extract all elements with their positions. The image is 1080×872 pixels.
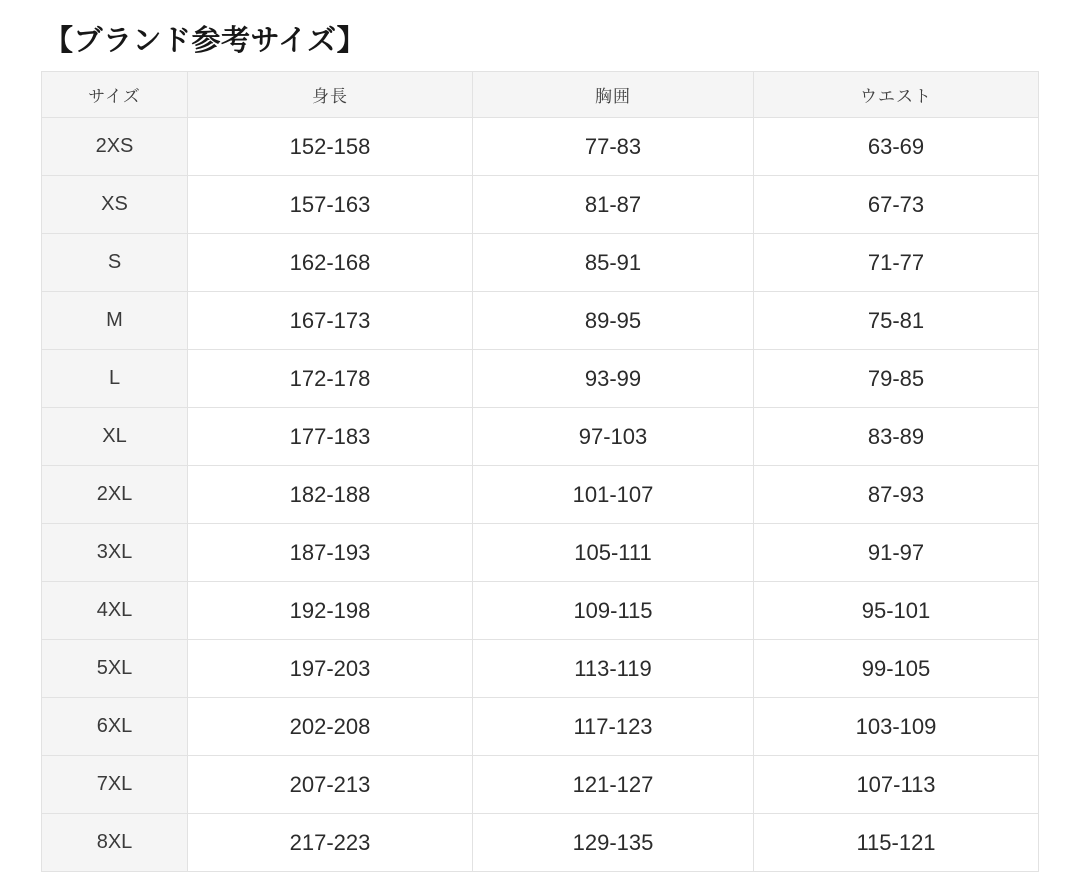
cell-size: 6XL bbox=[42, 698, 188, 756]
cell-size: 5XL bbox=[42, 640, 188, 698]
cell-size: S bbox=[42, 234, 188, 292]
table-row bbox=[42, 756, 1039, 814]
cell-chest: 117-123 bbox=[473, 698, 754, 756]
cell-size: 2XS bbox=[42, 118, 188, 176]
cell-height: 202-208 bbox=[188, 698, 473, 756]
cell-height: 167-173 bbox=[188, 292, 473, 350]
table-row bbox=[42, 814, 1039, 872]
table-row bbox=[42, 350, 1039, 408]
table-header-row bbox=[42, 72, 1039, 118]
cell-chest: 109-115 bbox=[473, 582, 754, 640]
table-row bbox=[42, 640, 1039, 698]
column-header-height: 身長 bbox=[188, 72, 473, 118]
page-title: 【ブランド参考サイズ】 bbox=[44, 25, 367, 57]
cell-chest: 121-127 bbox=[473, 756, 754, 814]
cell-size: L bbox=[42, 350, 188, 408]
table-row bbox=[42, 466, 1039, 524]
table-body bbox=[42, 118, 1039, 872]
table-row bbox=[42, 408, 1039, 466]
table-row bbox=[42, 582, 1039, 640]
cell-waist: 75-81 bbox=[754, 292, 1039, 350]
cell-waist: 67-73 bbox=[754, 176, 1039, 234]
cell-waist: 107-113 bbox=[754, 756, 1039, 814]
cell-waist: 63-69 bbox=[754, 118, 1039, 176]
cell-size: XL bbox=[42, 408, 188, 466]
cell-size: 2XL bbox=[42, 466, 188, 524]
cell-height: 177-183 bbox=[188, 408, 473, 466]
cell-chest: 105-111 bbox=[473, 524, 754, 582]
cell-size: XS bbox=[42, 176, 188, 234]
column-header-size: サイズ bbox=[42, 72, 188, 118]
cell-waist: 99-105 bbox=[754, 640, 1039, 698]
column-header-waist: ウエスト bbox=[754, 72, 1039, 118]
cell-height: 157-163 bbox=[188, 176, 473, 234]
cell-height: 207-213 bbox=[188, 756, 473, 814]
cell-size: M bbox=[42, 292, 188, 350]
cell-waist: 71-77 bbox=[754, 234, 1039, 292]
table-header bbox=[42, 72, 1039, 118]
cell-waist: 87-93 bbox=[754, 466, 1039, 524]
cell-size: 7XL bbox=[42, 756, 188, 814]
cell-chest: 129-135 bbox=[473, 814, 754, 872]
cell-size: 4XL bbox=[42, 582, 188, 640]
cell-size: 3XL bbox=[42, 524, 188, 582]
column-header-chest: 胸囲 bbox=[473, 72, 754, 118]
table-row bbox=[42, 176, 1039, 234]
cell-height: 187-193 bbox=[188, 524, 473, 582]
cell-height: 192-198 bbox=[188, 582, 473, 640]
table-row bbox=[42, 524, 1039, 582]
cell-chest: 93-99 bbox=[473, 350, 754, 408]
cell-waist: 83-89 bbox=[754, 408, 1039, 466]
cell-waist: 91-97 bbox=[754, 524, 1039, 582]
cell-height: 182-188 bbox=[188, 466, 473, 524]
cell-waist: 115-121 bbox=[754, 814, 1039, 872]
cell-chest: 89-95 bbox=[473, 292, 754, 350]
cell-chest: 81-87 bbox=[473, 176, 754, 234]
table-row bbox=[42, 292, 1039, 350]
cell-height: 172-178 bbox=[188, 350, 473, 408]
cell-waist: 103-109 bbox=[754, 698, 1039, 756]
cell-chest: 85-91 bbox=[473, 234, 754, 292]
cell-waist: 95-101 bbox=[754, 582, 1039, 640]
cell-size: 8XL bbox=[42, 814, 188, 872]
cell-chest: 97-103 bbox=[473, 408, 754, 466]
brand-size-table bbox=[41, 71, 1039, 872]
cell-chest: 77-83 bbox=[473, 118, 754, 176]
cell-height: 162-168 bbox=[188, 234, 473, 292]
table-row bbox=[42, 118, 1039, 176]
table-row bbox=[42, 698, 1039, 756]
table-row bbox=[42, 234, 1039, 292]
cell-chest: 113-119 bbox=[473, 640, 754, 698]
cell-height: 152-158 bbox=[188, 118, 473, 176]
cell-height: 217-223 bbox=[188, 814, 473, 872]
cell-chest: 101-107 bbox=[473, 466, 754, 524]
size-table-container bbox=[41, 71, 1038, 872]
cell-height: 197-203 bbox=[188, 640, 473, 698]
cell-waist: 79-85 bbox=[754, 350, 1039, 408]
